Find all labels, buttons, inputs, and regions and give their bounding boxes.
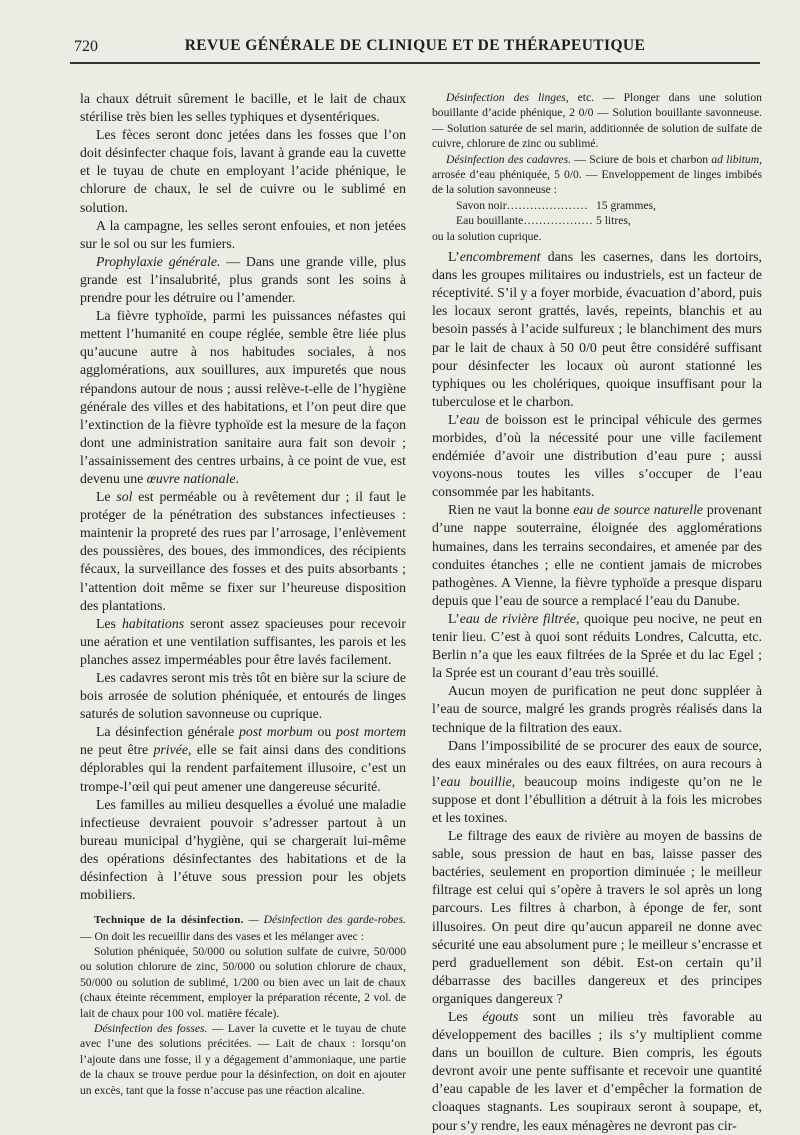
paragraph: La fièvre typhoïde, parmi les puissances néfastes qui mettent l’humanité en coupe réglée, semble être liée plus qu’aucune autre à nos habitudes sociales, à nos agglomérations, aux souillures, aux impuretés que nous répandons autour de nous ; aussi relève-t-elle de l’hygiène générale des villes et des habitations, et l’on peut dire que l’extinction de la fièvre typhoïde est la mesure de la façon dont une administration sanitaire aura fait son devoir ; l’assainissement des centres urbains, à ce point de vue, est devenu une œuvre nationale. [80, 308, 406, 486]
linges-paragraph: Désinfection des linges, etc. — Plonger dans une solution bouillante d’acide phénique, 2 0/0 — Solution bouillante savonneuse. — Solution saturée de sel marin, additionnée de solution de sulfate de cuivre, chlorure de zinc ou sublimé. [432, 91, 762, 151]
running-title: REVUE GÉNÉRALE DE CLINIQUE ET DE THÉRAPEUTIQUE [184, 37, 646, 54]
formula-tail: ou la solution cuprique. [432, 229, 542, 243]
paragraph: Rien ne vaut la bonne eau de source naturelle provenant d’une nappe souterraine, éloignée des agglomérations humaines, dans les terrains secondaires, et amenée par des conduites étanches ; elle ne contient jamais de microbes pathogènes. A Vienne, la fièvre typhoïde a presque disparu depuis que l’eau de source a remplacé l’eau du Danube. [432, 502, 762, 608]
cadavres-paragraph: Désinfection des cadavres. — Sciure de bois et charbon ad libitum, arrosée d’eau phéniquée, 5 0/0. — Enveloppement de linges imbibés de la solution savonneuse : [432, 152, 763, 197]
solutions-paragraph: Solution phéniquée, 50/000 ou solution sulfate de cuivre, 50/000 ou solution chlorure de zinc, 50/000 ou solution chlorure de chaux, 50/000 ou solution de sublimé, 1/200 ou bien avec un lait de chaux (chaux éteinte récemment, employer la préparation récente, 2 vol. de lait de chaux pour 100 vol. matière fécale). [80, 945, 406, 1020]
running-header [70, 32, 760, 58]
header-rule [70, 62, 760, 64]
formula-row: Eau bouillante……………… 5 litres, [456, 214, 631, 228]
paragraph: Les fèces seront donc jetées dans les fosses que l’on doit désinfecter chaque fois, lavant à grande eau la cuvette et le tuyau de chute en employant l’acide phénique, le chlorure de chaux, le sel de cuivre ou le sublimé en solution. [80, 127, 406, 215]
paragraph: Dans l’impossibilité de se procurer des eaux de source, des eaux minérales ou des eaux filtrées, on aura recours à l’eau bouillie, beaucoup moins indigeste qu’on ne le suppose et dont l’ébullition a détruit à la fois les microbes et les toxines. [432, 737, 762, 825]
paragraph: L’eau de rivière filtrée, quoique peu nocive, ne peut en tenir lieu. C’est à quoi sont réduits Londres, Calcutta, etc. Berlin n’a que les eaux filtrées de la Sprée et du lac Egel ; la Sprée est un courant d’eau très souillé. [432, 610, 762, 681]
formula-row: Savon noir………………… 15 grammes, [456, 198, 656, 212]
paragraph: la chaux détruit sûrement le bacille, et le lait de chaux stérilise très bien les selles typhiques et dysentériques. [80, 91, 406, 125]
paragraph: Le sol est perméable ou à revêtement dur ; il faut le protéger de la pénétration des substances infectieuses : maintenir la propreté des rues par l’arrosage, l’enlèvement des poussières, des boues, des immondices, des récipients fécaux, la surveillance des fosses et des puits absorbants ; l’attention doit même se fixer sur l’heureuse disposition des plantations. [80, 489, 406, 613]
technique-paragraph: Technique de la désinfection. — Désinfection des garde-robes. — On doit les recueillir dans des vases et les mélanger avec : [80, 913, 406, 943]
page-number: 720 [74, 38, 98, 55]
formula-block [432, 198, 762, 229]
disinfection-notes [432, 90, 762, 198]
paragraph: La désinfection générale post morbum ou post mortem ne peut être privée, elle se fait ainsi dans des conditions déplorables qui la rendent parfaitement illusoire, c’est un trompe-l’œil qui peut amener une dangereuse sécurité. [80, 724, 406, 794]
paragraph: Les familles au milieu desquelles a évolué une maladie infectieuse devraient pouvoir s’adresser partout à un bureau municipal d’hygiène, qui se chargerait lui-même des opérations désinfectantes des habitations et de la désinfection à l’étuve sous pression pour les objets mobiliers. [80, 796, 406, 903]
fosses-paragraph: Désinfection des fosses. — Laver la cuvette et le tuyau de chute avec l’une des solutions précitées. — Lait de chaux : lorsqu’on l’ajoute dans une fosse, il y a dégagement d’ammoniaque, une partie de la chaux se trouve perdue pour la désinfection, on doit en ajouter un excès, tant que la fosse n’accuse pas une réaction alcaline. [80, 1022, 407, 1097]
paragraph: Les habitations seront assez spacieuses pour recevoir une aération et une ventilation suffisantes, les parois et les planches assez imperméables pour être lavés facilement. [80, 615, 406, 667]
paragraph: L’eau de boisson est le principal véhicule des germes morbides, d’où la nécessité pour une ville facilement endémiée d’avoir une distribution d’eau pure ; aussi voyons-nous toutes les villes s’occuper de l’eau consommée par les habitants. [432, 411, 762, 500]
paragraph: L’encombrement dans les casernes, dans les dortoirs, dans les groupes militaires ou industriels, est un facteur de réceptivité. S’il y a foyer morbide, évacuation d’abord, puis les locaux seront grattés, lavés, repeints, blanchis et au besoin passés à l’acide sulfureux ; le blanchiment des murs par le lait de chaux à 50 0/0 peut être considéré suffisant pour désinfecter les locaux où auront stationné les typhiques ou les cholériques, quoique insuffisant pour la tuberculose et le charbon. [432, 249, 762, 409]
right-column [432, 90, 763, 1133]
paragraph: Les égouts sont un milieu très favorable au développement des bacilles ; ils s’y multiplient comme dans un bouillon de culture. Bien compris, les égouts devront avoir une pente suffisante et recevoir une quantité d’eau capable de les laver et d’empêcher la formation de cloaques stagnants. Les soupiraux seront à soupape, et, pour s’y rendre, les eaux ménagères ne devront pas cir- [432, 1009, 762, 1133]
paragraph: Les cadavres seront mis très tôt en bière sur la sciure de bois arrosée de solution phéniquée, et entourés de linges saturés de solution savonneuse ou cuprique. [80, 670, 406, 722]
section-heading: Technique de la désinfection. [94, 914, 244, 927]
paragraph: A la campagne, les selles seront enfouies, et non jetées sur le sol ou sur les fumiers. [80, 217, 406, 251]
paragraph: Aucun moyen de purification ne peut donc suppléer à l’eau de source, malgré les grands progrès réalisés dans la technique de la filtration des eaux. [432, 683, 762, 735]
technique-section [80, 912, 406, 1098]
paragraph: Le filtrage des eaux de rivière au moyen de bassins de sable, sous pression de haut en bas, laisse passer des bactéries, seulement en proportion diminuée ; le meilleur filtrage est celui qui s’opère à travers le sol après un long parcours. Les filtres à charbon, à éponge de fer, sont illusoires. On peut dire qu’aucun appareil ne donne avec sécurité une eau absolument pure ; le meilleur s’encrasse et perd graduellement son débit. Est-on certain qu’il débarrasse des bacilles dangereux et des principes organiques dangereux ? [432, 828, 762, 1006]
paragraph: Prophylaxie générale. — Dans une grande ville, plus grande est l’insalubrité, plus grands sont les soins à prendre pour les détruire ou l’amender. [80, 253, 406, 306]
section-lead: Prophylaxie générale. [96, 253, 221, 269]
left-column [80, 90, 407, 1097]
